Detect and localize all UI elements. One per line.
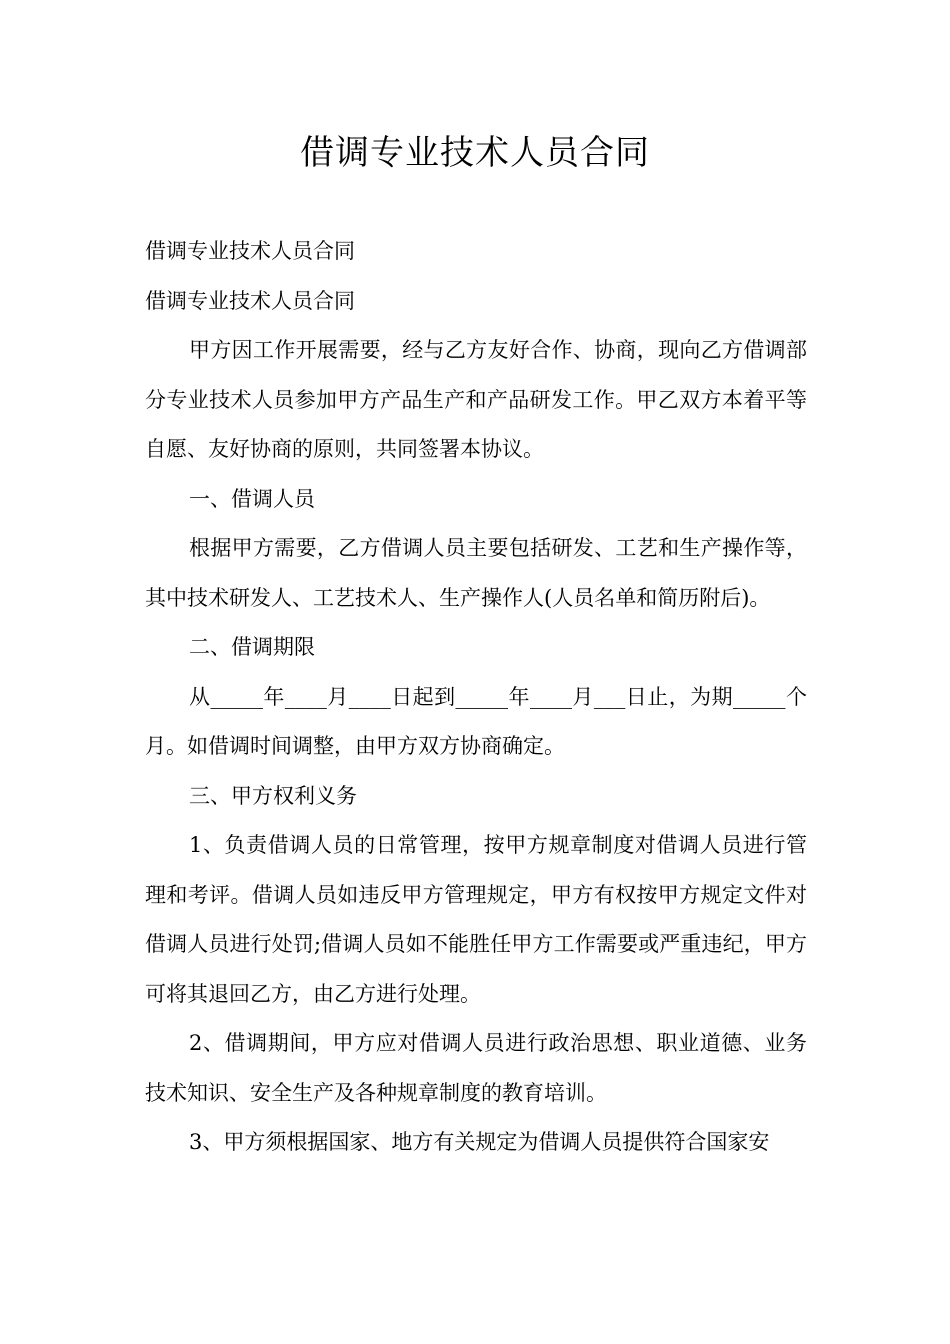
document-title: 借调专业技术人员合同 bbox=[300, 133, 650, 173]
section-heading-personnel: 一、借调人员 bbox=[189, 486, 315, 511]
section-heading-term: 二、借调期限 bbox=[189, 635, 315, 659]
paragraph-repeat-title-2: 借调专业技术人员合同 bbox=[145, 288, 355, 313]
document-body bbox=[145, 227, 807, 1168]
paragraph-repeat-title-1: 借调专业技术人员合同 bbox=[145, 239, 355, 263]
paragraph-personnel: 根据甲方需要，乙方借调人员主要包括研发、工艺和生产操作等，其中技术研发人、工艺技术人、生产操作人(人员名单和简历附后)。 bbox=[145, 536, 807, 610]
paragraph-term: 从_____年____月____日起到_____年____月___日止，为期_____个月。如借调时间调整，由甲方双方协商确定。 bbox=[145, 684, 807, 758]
clause-3: 3、甲方须根据国家、地方有关规定为借调人员提供符合国家安 bbox=[189, 1130, 770, 1154]
clause-1: 1、负责借调人员的日常管理，按甲方规章制度对借调人员进行管理和考评。借调人员如违反甲方管理规定，甲方有权按甲方规定文件对借调人员进行处罚;借调人员如不能胜任甲方工作需要或严重违纪，甲方可将其退回乙方，由乙方进行处理。 bbox=[145, 833, 807, 1006]
clause-2: 2、借调期间，甲方应对借调人员进行政治思想、职业道德、业务技术知识、安全生产及各种规章制度的教育培训。 bbox=[145, 1031, 807, 1105]
section-heading-party-a-rights: 三、甲方权利义务 bbox=[189, 783, 357, 808]
paragraph-preamble: 甲方因工作开展需要，经与乙方友好合作、协商，现向乙方借调部分专业技术人员参加甲方产品生产和产品研发工作。甲乙双方本着平等自愿、友好协商的原则，共同签署本协议。 bbox=[145, 338, 807, 461]
